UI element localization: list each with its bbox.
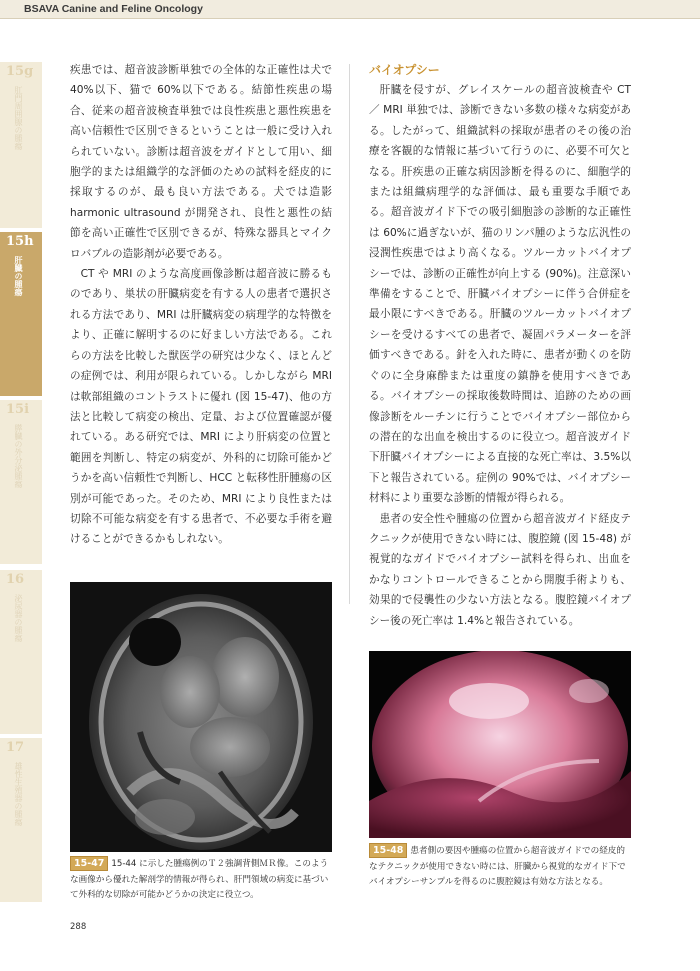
tab-label: 肝臓の腫瘍 [14,256,23,296]
tab-number: 17 [6,740,25,755]
column-divider [349,64,350,604]
side-tab-15i[interactable] [0,400,42,564]
tab-label: 雄性生殖器の腫瘍 [14,762,23,826]
side-tab-15h[interactable] [0,232,42,396]
figure-laparoscopy-image [369,651,631,838]
body-paragraph: 患者の安全性や腫瘍の位置から超音波ガイド経皮テクニックが使用できない時には、腹腔鏡 (図 15-48) が視覚的なガイドでバイオプシー試料を得られ、出血をかなりコントロールできることから開腹手術よりも、効果的で侵襲性の少ない方法となる。腹腔鏡バイオプシー後の死亡率は 1.4%と報告されている。 [369,512,631,627]
tab-label: 膵臓の外分泌腫瘍 [14,424,23,488]
figure-mri-image [70,582,332,852]
tab-number: 16 [6,572,25,587]
tab-label: 泌尿器の腫瘍 [14,594,23,642]
tab-number: 15i [6,402,30,417]
mri-scan-graphic [70,582,332,852]
section-heading: バイオプシー [369,63,440,77]
body-paragraph: CT や MRI のような高度画像診断は超音波に勝るものであり、巣状の肝臓病変を有する人の患者で選択される方法であり、MRI は肝臓病変の病理学的な特徴をより、正確に解明するのに好ましい方法である。これらの方法を比較した獣医学の研究は少なく、ほとんどの症例では、利用が限られている。しかしながら MRI は軟部組織のコントラストに優れ (図 15-47)、他の方法と比較して病変の検出、定量、および位置確認が優れている。ある研究では、MRI により肝病変の位置と範囲を判断し、特定の病変が、外科的に切除可能かどうかを高い信頼性で判断し、HCC と転移性肝腫瘍の区別が可能であった。そのため、MRI により良性または切除不可能な病変を有する患者で、不必要な手術を避けることができるかもしれない。 [70,268,332,546]
caption-text: 患者側の要因や腫瘍の位置から超音波ガイドでの経皮的なテクニックが使用できない時には、肝臓から視覚的なガイド下でバイオプシーサンプルを得るのに腹腔鏡は有効な方法となる。 [369,846,626,887]
running-header [0,0,700,18]
figure-number-badge: 15-47 [70,856,108,871]
figure-caption [70,856,332,904]
body-paragraph: 肝臓を侵すが、グレイスケールの超音波検査や CT ／ MRI 単独では、診断できない多数の様々な病変がある。したがって、組織試料の採取が患者のその後の治療を客観的な情報に基づいて行うのに、必要不可欠となる。肝疾患の正確な病因診断を得るのに、細胞学的または組織病理学的な評価は、最も重要な手順である。超音波ガイド下での吸引細胞診の診断的な正確性は 60%に過ぎないが、猫のリンパ腫のような広汎性の浸潤性疾患ではより高くなる。ツルーカットバイオプシーでは、診断の正確性が向上する (90%)。注意深い準備をすることで、肝臓バイオプシーに伴う合併症を最小限にすべきである。肝臓のツルーカットバイオプシーを受けるすべての患者で、凝固パラメーターを評価すべきである。針を入れた時に、患者が動くのを防ぐのに全身麻酔または重度の鎮静を使用すべきである。バイオプシーの採取後数時間は、追跡のための画像診断をルーチンに行うことでバイオプシー部位からの潜在的な出血を検出するのに役立つ。超音波ガイド下肝臓バイオプシーによる直接的な死亡率は、3.5%以下と報告されている。症例の 90%では、バイオプシー材料により重要な診断的情報が得られる。 [369,84,631,505]
tab-number: 15g [6,64,34,79]
laparoscopy-graphic [369,651,631,838]
side-tab-17[interactable] [0,738,42,902]
side-tab-16[interactable] [0,570,42,734]
header-rule [0,18,700,19]
body-paragraph: 疾患では、超音波診断単独での全体的な正確性は犬で 40%以下、猫で 60%以下である。結節性疾患の場合、従来の超音波検査単独では良性疾患と悪性疾患を高い信頼性で区別できるということは一般に受け入れられていない。診断は超音波をガイドとして用い、細胞学的または組織学的な評価のための試料を経皮的に採取するのが、最も良い方法である。犬では造影 harmonic ultrasound が開発され、良性と悪性の結節を高い正確性で区別できるが、特殊な器具とマイクロバブルの造影剤が必要である。 [70,64,332,260]
right-column [369,60,631,631]
figure-number-badge: 15-48 [369,843,407,858]
side-tab-15g[interactable] [0,62,42,228]
tab-number: 15h [6,234,34,249]
figure-caption [369,843,631,891]
left-column [70,60,332,550]
book-title: BSAVA Canine and Feline Oncology [24,3,203,15]
caption-text: 15-44 に示した腫瘍例のＴ２強調背側ＭＲ像。このような画像から優れた解剖学的情報が得られ、肝門領域の病変に基づいて外科的な切除が可能かどうかの決定に役立つ。 [70,859,329,900]
tab-label: 肛門周囲腺の腫瘍 [14,86,23,150]
page-number: 288 [70,922,87,932]
